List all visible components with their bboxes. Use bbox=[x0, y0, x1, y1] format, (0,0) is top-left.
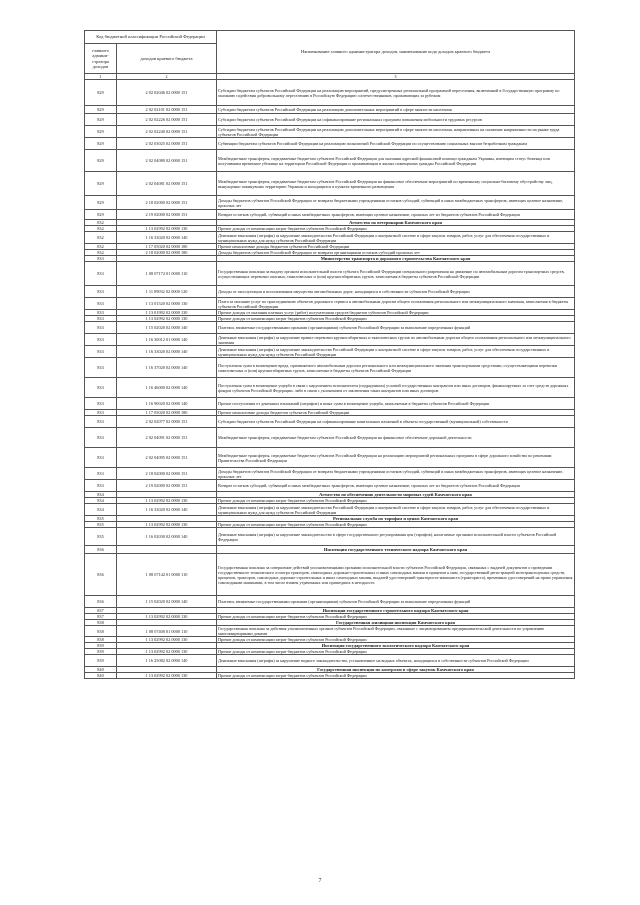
admin-code-cell: 832 bbox=[85, 250, 117, 256]
revenue-name-cell: Государственная инспекция по контролю в сфере закупок Камчатского края bbox=[217, 667, 575, 673]
admin-code-cell: 833 bbox=[85, 322, 117, 334]
admin-code-cell: 833 bbox=[85, 262, 117, 286]
table-row bbox=[85, 448, 575, 468]
table-row bbox=[85, 398, 575, 410]
table-row bbox=[85, 106, 575, 114]
revenue-name-cell: Инспекция государственного экологического надзора Камчатского края bbox=[217, 643, 575, 649]
revenue-name-cell: Денежные взыскания (штрафы) за нарушение водного законодательства, установленное на водных объектах, находящихся в собственности субъектов Российской Федерации bbox=[217, 655, 575, 667]
revenue-name-cell: Денежные взыскания (штрафы) за нарушение правил перевозки крупногабаритных и тяжеловесных грузов по автомобильным дорогам общего пользования регионального или межмуниципального значения bbox=[217, 334, 575, 346]
revenue-code-cell: 1 13 02992 02 0000 130 bbox=[117, 637, 217, 643]
admin-code-cell: 837 bbox=[85, 608, 117, 614]
revenue-name-cell: Инспекция государственного строительного надзора Камчатского края bbox=[217, 608, 575, 614]
table-row bbox=[85, 334, 575, 346]
revenue-code-cell: 1 16 33020 02 0000 140 bbox=[117, 346, 217, 358]
table-row bbox=[85, 596, 575, 608]
revenue-code-cell: 1 17 05020 02 0000 180 bbox=[117, 410, 217, 416]
admin-code-cell: 833 bbox=[85, 310, 117, 316]
revenue-name-cell: Возврат остатков субсидий, субвенций и иных межбюджетных трансфертов, имеющих целевое назначение, прошлых лет из бюджетов субъектов Российской Федерации bbox=[217, 210, 575, 220]
revenue-name-cell: Доходы бюджетов субъектов Российской Федерации от возврата бюджетными учреждениями остатков субсидий, субвенций и иных межбюджетных трансфертов, имеющих целевое назначение, прошлых лет bbox=[217, 196, 575, 210]
admin-code-cell: 832 bbox=[85, 226, 117, 232]
admin-code-cell: 839 bbox=[85, 655, 117, 667]
revenue-name-cell: Агентство по обеспечению деятельности мировых судей Камчатского края bbox=[217, 492, 575, 498]
revenue-code-cell: 1 13 02992 02 0000 130 bbox=[117, 498, 217, 504]
admin-code-cell: 834 bbox=[85, 498, 117, 504]
revenue-code-cell: 2 02 02077 02 0000 151 bbox=[117, 416, 217, 428]
revenue-name-cell: Государственная пошлина за выдачу органом исполнительной власти субъекта Российской Федерации специального разрешения на движение по автомобильным дорогам транспортных средств, осуществляющих перевозки опасных, тяжеловесных и (или) крупногабаритных грузов, зачисляемая в бюджеты субъектов Российской Федерации bbox=[217, 262, 575, 286]
header-group-title: Код бюджетной классификации Российской Федерации bbox=[85, 31, 217, 44]
revenue-name-cell: Поступления сумм в возмещение ущерба в связи с нарушением исполнителем (подрядчиком) условий государственных контрактов или иных договоров, финансируемых за счет средств дорожных фондов субъектов Российской Федерации, либо в связи с уклонением от заключения таких контрактов или иных договоров bbox=[217, 378, 575, 398]
revenue-code-cell: 2 02 02101 02 0000 151 bbox=[117, 106, 217, 114]
revenue-name-cell: Прочие доходы от компенсации затрат бюджетов субъектов Российской Федерации bbox=[217, 614, 575, 620]
revenue-name-cell: Прочие неналоговые доходы бюджетов субъектов Российской Федерации bbox=[217, 410, 575, 416]
revenue-name-cell: Поступления сумм в возмещение вреда, причиняемого автомобильным дорогам регионального или межмуниципального значения транспортными средствами, осуществляющими перевозки тяжеловесных и (или) крупногабаритных грузов, зачисляемые в бюджеты субъектов Российской Федерации bbox=[217, 358, 575, 378]
revenue-code-cell: 1 16 33020 02 0000 140 bbox=[117, 232, 217, 244]
revenue-code-cell: 2 18 02000 02 0000 151 bbox=[117, 196, 217, 210]
revenue-name-cell: Прочие доходы от компенсации затрат бюджетов субъектов Российской Федерации bbox=[217, 522, 575, 528]
column-number: 3 bbox=[217, 74, 575, 80]
revenue-code-cell: 2 19 02000 02 0000 151 bbox=[117, 210, 217, 220]
revenue-code-cell: 1 13 02992 02 0000 130 bbox=[117, 522, 217, 528]
revenue-name-cell: Прочие доходы от компенсации затрат бюджетов субъектов Российской Федерации bbox=[217, 649, 575, 655]
admin-code-cell: 835 bbox=[85, 528, 117, 546]
revenue-name-cell: Денежные взыскания (штрафы) за нарушение законодательства в сфере государственного регулирования цен (тарифов), налагаемые органами исполнительной власти субъектов Российской Федерации bbox=[217, 528, 575, 546]
table-row bbox=[85, 172, 575, 196]
admin-code-cell: 838 bbox=[85, 620, 117, 626]
admin-code-cell: 833 bbox=[85, 398, 117, 410]
revenue-code-cell: 2 19 02000 02 0000 151 bbox=[117, 480, 217, 492]
admin-code-cell: 835 bbox=[85, 516, 117, 522]
table-row bbox=[85, 138, 575, 150]
revenue-code-cell: 2 02 02046 02 0000 151 bbox=[117, 80, 217, 106]
revenue-name-cell: Доходы бюджетов субъектов Российской Федерации от возврата бюджетными учреждениями остатков субсидий, субвенций и иных межбюджетных трансфертов, имеющих целевое назначение, прошлых лет bbox=[217, 468, 575, 480]
revenue-name-cell: Прочие доходы от компенсации затрат бюджетов субъектов Российской Федерации bbox=[217, 637, 575, 643]
page-number: 7 bbox=[318, 878, 322, 884]
admin-code-cell: 833 bbox=[85, 448, 117, 468]
table-row bbox=[85, 554, 575, 596]
admin-code-cell: 832 bbox=[85, 232, 117, 244]
admin-code-cell: 829 bbox=[85, 80, 117, 106]
revenue-code-cell: 1 13 02992 02 0000 130 bbox=[117, 316, 217, 322]
admin-code-cell: 829 bbox=[85, 114, 117, 126]
revenue-name-cell: Субсидии бюджетам субъектов Российской Федерации на софинансирование капитальных вложений в объекты государственной (муниципальной) собственности bbox=[217, 416, 575, 428]
section-header-row bbox=[85, 546, 575, 554]
revenue-name-cell: Прочие неналоговые доходы бюджетов субъектов Российской Федерации bbox=[217, 244, 575, 250]
admin-code-cell: 833 bbox=[85, 410, 117, 416]
revenue-name-cell: Прочие доходы от компенсации затрат бюджетов субъектов Российской Федерации bbox=[217, 673, 575, 679]
column-number: 1 bbox=[85, 74, 117, 80]
revenue-code-cell: 1 16 33020 02 0000 140 bbox=[117, 504, 217, 516]
revenue-code-cell: 2 18 02000 02 0000 151 bbox=[117, 468, 217, 480]
table-row bbox=[85, 80, 575, 106]
admin-code-cell: 832 bbox=[85, 244, 117, 250]
table-row bbox=[85, 504, 575, 516]
revenue-code-cell: 1 08 07172 01 0000 110 bbox=[117, 262, 217, 286]
revenue-code-cell: 1 13 02992 02 0000 130 bbox=[117, 226, 217, 232]
admin-code-cell: 829 bbox=[85, 172, 117, 196]
revenue-name-cell: Денежные взыскания (штрафы) за нарушение законодательства Российской Федерации о контрактной системе в сфере закупок товаров, работ, услуг для обеспечения государственных и муниципальных нужд для нужд субъектов Российской Федерации bbox=[217, 504, 575, 516]
admin-code-cell: 829 bbox=[85, 106, 117, 114]
admin-code-cell: 840 bbox=[85, 667, 117, 673]
revenue-code-cell: 1 16 02030 02 0000 140 bbox=[117, 528, 217, 546]
revenue-name-cell: Министерство транспорта и дорожного строительства Камчатского края bbox=[217, 256, 575, 262]
admin-code-cell: 833 bbox=[85, 358, 117, 378]
revenue-code-cell: 1 13 02992 02 0000 130 bbox=[117, 649, 217, 655]
revenue-name-cell: Прочие доходы от компенсации затрат бюджетов субъектов Российской Федерации bbox=[217, 316, 575, 322]
table-row bbox=[85, 673, 575, 679]
revenue-name-cell: Возврат остатков субсидий, субвенций и иных межбюджетных трансфертов, имеющих целевое назначение, прошлых лет из бюджетов субъектов Российской Федерации bbox=[217, 480, 575, 492]
admin-code-cell: 829 bbox=[85, 196, 117, 210]
revenue-code-cell: 2 02 04095 02 0000 151 bbox=[117, 448, 217, 468]
admin-code-cell: 833 bbox=[85, 378, 117, 398]
admin-code-cell: 839 bbox=[85, 649, 117, 655]
admin-code-cell: 833 bbox=[85, 428, 117, 448]
table-body bbox=[85, 80, 575, 679]
table-row bbox=[85, 232, 575, 244]
revenue-name-cell: Денежные взыскания (штрафы) за нарушение законодательства Российской Федерации о контрактной системе в сфере закупок товаров, работ, услуг для обеспечения государственных и муниципальных нужд для нужд субъектов Российской Федерации bbox=[217, 232, 575, 244]
admin-code-cell: 838 bbox=[85, 626, 117, 637]
table-row bbox=[85, 428, 575, 448]
revenue-name-cell: Плата за оказание услуг по присоединению объектов дорожного сервиса к автомобильным дорогам общего пользования регионального или межмуниципального значения, зачисляемая в бюджеты субъектов Российской Федерации bbox=[217, 298, 575, 310]
revenue-name-cell: Прочие доходы от оказания платных услуг (работ) получателями средств бюджетов субъектов Российской Федерации bbox=[217, 310, 575, 316]
revenue-code-cell: 1 08 07142 01 0000 110 bbox=[117, 554, 217, 596]
revenue-name-cell: Субсидии бюджетам субъектов Российской Федерации на реализацию дополнительных мероприятий в сфере занятости населения bbox=[217, 106, 575, 114]
revenue-code-cell bbox=[117, 546, 217, 554]
table-row bbox=[85, 126, 575, 138]
revenue-name-cell: Платежи, взимаемые государственными органами (организациями) субъектов Российской Федерации за выполнение определенных функций bbox=[217, 322, 575, 334]
table-row bbox=[85, 416, 575, 428]
table-row bbox=[85, 262, 575, 286]
admin-code-cell: 833 bbox=[85, 256, 117, 262]
table-row bbox=[85, 528, 575, 546]
revenue-name-cell: Государственная пошлина за совершение действий уполномоченными органами исполнительной власти субъектов Российской Федерации, связанных с выдачей документов о проведении государственного технического осмотра тракторов, самоходных дорожно-строительных и иных самоходных машин и прицепов к ним, государственной регистрацией мототранспортных средств, прицепов, тракторов, самоходных дорожно-строительных и иных самоходных машин, выдачей удостоверений тракториста-машиниста (тракториста), временных удостоверений на право управления самоходными машинами, в том числе взамен утраченных или пришедших в негодность bbox=[217, 554, 575, 596]
admin-code-cell: 829 bbox=[85, 126, 117, 138]
table-row bbox=[85, 378, 575, 398]
revenue-name-cell: Субсидии бюджетам субъектов Российской Федерации на реализацию дополнительных мероприятий в сфере занятости населения, направленных на снижение напряженности на рынке труда субъектов Российской Федерации bbox=[217, 126, 575, 138]
revenue-code-cell: 2 18 02000 02 0000 180 bbox=[117, 250, 217, 256]
admin-code-cell: 840 bbox=[85, 673, 117, 679]
revenue-name-cell: Субсидии бюджетам субъектов Российской Федерации на софинансирование региональных программ повышения мобильности трудовых ресурсов bbox=[217, 114, 575, 126]
revenue-code-cell: 1 13 01992 02 0000 130 bbox=[117, 310, 217, 316]
admin-code-cell: 834 bbox=[85, 504, 117, 516]
admin-code-cell: 836 bbox=[85, 546, 117, 554]
revenue-name-cell: Субвенции бюджетам субъектов Российской Федерации на реализацию полномочий Российской Федерации по осуществлению социальных выплат безработным гражданам bbox=[217, 138, 575, 150]
admin-code-cell: 833 bbox=[85, 286, 117, 298]
revenue-name-cell: Агентство по ветеринарии Камчатского края bbox=[217, 220, 575, 226]
table-row bbox=[85, 150, 575, 172]
revenue-code-cell: 2 02 04080 02 0000 151 bbox=[117, 150, 217, 172]
admin-code-cell: 832 bbox=[85, 220, 117, 226]
revenue-code-cell: 1 13 02992 02 0000 130 bbox=[117, 614, 217, 620]
admin-code-cell: 833 bbox=[85, 480, 117, 492]
revenue-code-cell: 1 16 37020 02 0000 140 bbox=[117, 358, 217, 378]
revenue-name-cell: Региональная служба по тарифам и ценам Камчатского края bbox=[217, 516, 575, 522]
header-code-column: доходов краевого бюджета bbox=[117, 44, 217, 74]
revenue-code-cell: 2 02 02226 02 0000 151 bbox=[117, 114, 217, 126]
revenue-code-cell: 1 15 02020 02 0000 140 bbox=[117, 322, 217, 334]
table-row bbox=[85, 286, 575, 298]
revenue-name-cell: Государственная жилищная инспекция Камчатского края bbox=[217, 620, 575, 626]
admin-code-cell: 837 bbox=[85, 614, 117, 620]
table-row bbox=[85, 210, 575, 220]
admin-code-cell: 829 bbox=[85, 150, 117, 172]
revenue-code-cell: 1 13 01520 02 0000 130 bbox=[117, 298, 217, 310]
table-row bbox=[85, 114, 575, 126]
revenue-code-cell: 1 16 30012 01 0000 140 bbox=[117, 334, 217, 346]
revenue-name-cell: Межбюджетные трансферты, передаваемые бюджетам субъектов Российской Федерации на реализацию мероприятий региональных программ в сфере дорожного хозяйства по решениям Правительства Российской Федерации bbox=[217, 448, 575, 468]
column-number: 2 bbox=[117, 74, 217, 80]
revenue-name-cell: Платежи, взимаемые государственными органами (организациями) субъектов Российской Федерации за выполнение определенных функций bbox=[217, 596, 575, 608]
revenue-name-cell: Доходы бюджетов субъектов Российской Федерации от возврата организациями остатков субсидий прошлых лет bbox=[217, 250, 575, 256]
table-row bbox=[85, 322, 575, 334]
budget-revenue-table bbox=[84, 30, 575, 679]
admin-code-cell: 833 bbox=[85, 298, 117, 310]
admin-code-cell: 835 bbox=[85, 522, 117, 528]
table-row bbox=[85, 655, 575, 667]
table-row bbox=[85, 468, 575, 480]
revenue-code-cell: 1 16 46000 02 0000 140 bbox=[117, 378, 217, 398]
revenue-name-cell: Государственная пошлина за действия уполномоченных органов субъектов Российской Федерации, связанные с лицензированием предпринимательской деятельности по управлению многоквартирными домами bbox=[217, 626, 575, 637]
revenue-name-cell: Инспекция государственного технического надзора Камчатского края bbox=[217, 546, 575, 554]
admin-code-cell: 833 bbox=[85, 468, 117, 480]
revenue-name-cell: Прочие доходы от компенсации затрат бюджетов субъектов Российской Федерации bbox=[217, 226, 575, 232]
revenue-code-cell: 2 02 04081 02 0000 151 bbox=[117, 172, 217, 196]
revenue-code-cell: 2 02 04091 02 0000 151 bbox=[117, 428, 217, 448]
admin-code-cell: 838 bbox=[85, 637, 117, 643]
revenue-name-cell: Доходы от эксплуатации и использования имущества автомобильных дорог, находящихся в собственности субъектов Российской Федерации bbox=[217, 286, 575, 298]
revenue-name-cell: Прочие доходы от компенсации затрат бюджетов субъектов Российской Федерации bbox=[217, 498, 575, 504]
revenue-code-cell: 1 16 90020 02 0000 140 bbox=[117, 398, 217, 410]
revenue-code-cell: 1 16 25082 02 0000 140 bbox=[117, 655, 217, 667]
admin-code-cell: 829 bbox=[85, 210, 117, 220]
table-row bbox=[85, 358, 575, 378]
header-name-column: Наименование главного администратора доходов, наименование кода доходов краевого бюджета bbox=[217, 31, 575, 74]
admin-code-cell: 836 bbox=[85, 554, 117, 596]
admin-code-cell: 836 bbox=[85, 596, 117, 608]
admin-code-cell: 839 bbox=[85, 643, 117, 649]
admin-code-cell: 833 bbox=[85, 316, 117, 322]
table-row bbox=[85, 346, 575, 358]
revenue-name-cell: Межбюджетные трансферты, передаваемые бюджетам субъектов Российской Федерации для оказания адресной финансовой помощи гражданам Украины, имеющим статус беженца или получившим временное убежище на территории Российской Федерации и проживающим в жилых помещениях граждан Российской Федерации bbox=[217, 150, 575, 172]
revenue-code-cell: 1 13 02992 02 0000 130 bbox=[117, 673, 217, 679]
revenue-code-cell: 1 11 09032 02 0000 120 bbox=[117, 286, 217, 298]
budget-revenue-table-sheet bbox=[84, 30, 574, 679]
admin-code-cell: 833 bbox=[85, 346, 117, 358]
revenue-name-cell: Прочие поступления от денежных взысканий (штрафов) и иных сумм в возмещение ущерба, зачисляемые в бюджеты субъектов Российской Федерации bbox=[217, 398, 575, 410]
revenue-name-cell: Субсидии бюджетам субъектов Российской Федерации на реализацию мероприятий, предусмотренных региональной программой переселения, включенной в Государственную программу по оказанию содействия добровольному переселению в Российскую Федерацию соотечественников, проживающих за рубежом bbox=[217, 80, 575, 106]
revenue-name-cell: Денежные взыскания (штрафы) за нарушение законодательства Российской Федерации о контрактной системе в сфере закупок товаров, работ, услуг для обеспечения государственных и муниципальных нужд для нужд субъектов Российской Федерации bbox=[217, 346, 575, 358]
table-row bbox=[85, 298, 575, 310]
admin-code-cell: 833 bbox=[85, 416, 117, 428]
admin-code-cell: 829 bbox=[85, 138, 117, 150]
table-row bbox=[85, 626, 575, 637]
admin-code-cell: 834 bbox=[85, 492, 117, 498]
revenue-name-cell: Межбюджетные трансферты, передаваемые бюджетам субъектов Российской Федерации на финансовое обеспечение мероприятий по временному социально-бытовому обустройству лиц, вынужденно покинувших территорию Украины и находящихся в пунктах временного размещения bbox=[217, 172, 575, 196]
revenue-code-cell: 1 15 02020 02 0000 140 bbox=[117, 596, 217, 608]
revenue-code-cell: 2 02 02240 02 0000 151 bbox=[117, 126, 217, 138]
revenue-name-cell: Межбюджетные трансферты, передаваемые бюджетам субъектов Российской Федерации на финансовое обеспечение дорожной деятельности bbox=[217, 428, 575, 448]
revenue-code-cell: 1 08 07400 01 0000 110 bbox=[117, 626, 217, 637]
table-row bbox=[85, 480, 575, 492]
table-row bbox=[85, 196, 575, 210]
revenue-code-cell: 2 02 03025 02 0000 151 bbox=[117, 138, 217, 150]
admin-code-cell: 833 bbox=[85, 334, 117, 346]
header-admin-column: главного админи-стратора доходов bbox=[85, 44, 117, 74]
revenue-code-cell: 1 17 05020 02 0000 180 bbox=[117, 244, 217, 250]
